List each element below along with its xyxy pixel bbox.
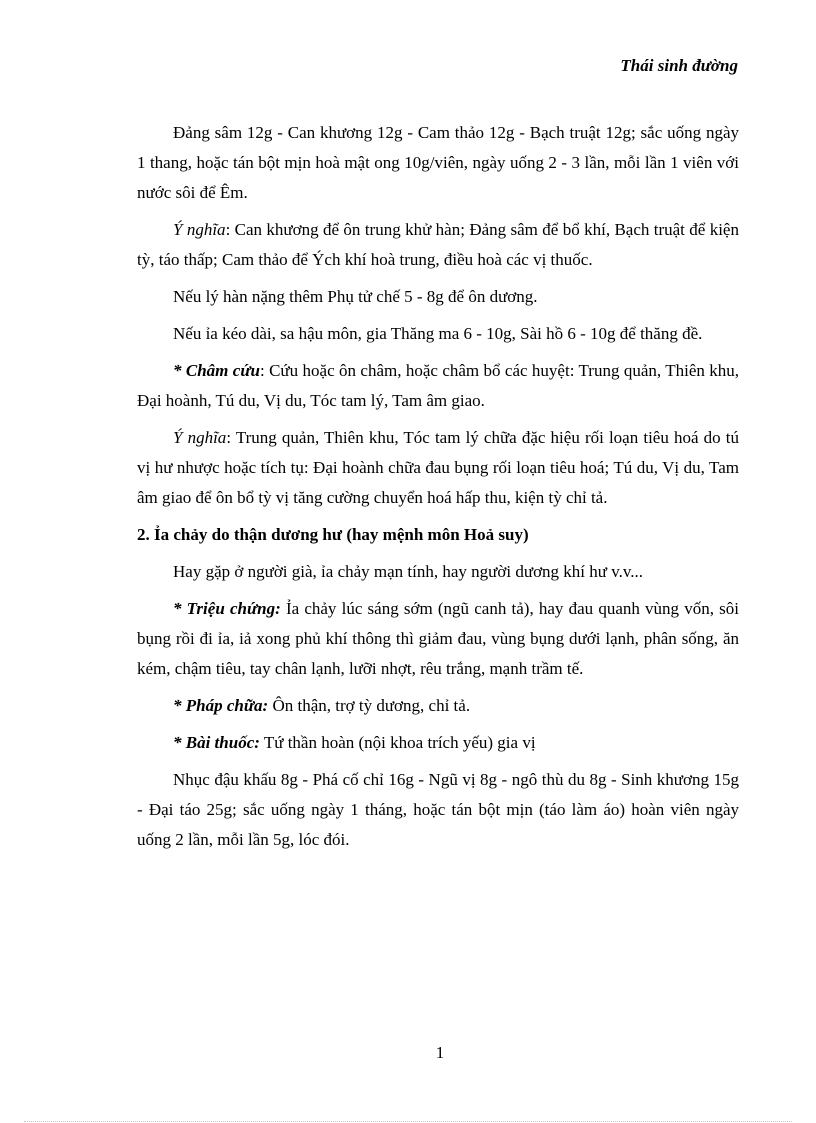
paragraph-text: Ỉa chảy lúc sáng sớm (ngũ canh tả), hay đau quanh vùng vốn, sôi bụng rồi đi ỉa, iả xong phủ khí thông thì giảm đau, vùng bụng dưới lạnh, phân sống, ăn kém, chậm tiêu, tay chân lạnh, lưỡi nhợt, rêu trắng, mạnh trầm tế.: [137, 599, 739, 678]
page-number: 1: [435, 1043, 445, 1062]
paragraph-formula-ingredients: [137, 118, 739, 208]
paragraph-remedy: [137, 728, 739, 758]
paragraph-text: Nếu ỉa kéo dài, sa hậu môn, gia Thăng ma 6 - 10g, Sài hồ 6 - 10g để thăng đề.: [173, 324, 703, 343]
paragraph-text: Ôn thận, trợ tỳ dương, chỉ tả.: [268, 696, 471, 715]
running-header: Thái sinh đường: [620, 56, 738, 75]
paragraph-text: Đảng sâm 12g - Can khương 12g - Cam thảo 12g - Bạch truật 12g; sắc uống ngày 1 thang, hoặc tán bột mịn hoà mật ong 10g/viên, ngày uống 2 - 3 lần, mỗi lần 1 viên với nước sôi để Êm.: [137, 123, 739, 202]
paragraph-text: : Can khương để ôn trung khử hàn; Đảng sâm để bổ khí, Bạch truật để kiện tỳ, táo thấp; Cam thảo để Ých khí hoà trung, điều hoà các vị thuốc.: [137, 220, 739, 269]
paragraph-remedy-ingredients: [137, 765, 739, 855]
section-heading: 2. Ỉa chảy do thận dương hư (hay mệnh môn Hoả suy): [137, 525, 529, 544]
paragraph-acupuncture-meaning: [137, 423, 739, 513]
paragraph-text: Nếu lý hàn nặng thêm Phụ tử chế 5 - 8g để ôn dương.: [173, 287, 538, 306]
paragraph-text: Tứ thần hoàn (nội khoa trích yếu) gia vị: [259, 733, 536, 752]
paragraph-lead-bold-italic: * Triệu chứng:: [173, 599, 281, 618]
page-bottom-divider: [24, 1121, 792, 1122]
paragraph-lead-italic: Ý nghĩa: [173, 220, 226, 239]
paragraph-cold-variation: [137, 282, 739, 312]
paragraph-lead-bold-italic: * Pháp chữa:: [173, 696, 269, 715]
paragraph-lead-italic: Ý nghĩa: [173, 428, 227, 447]
paragraph-text: : Trung quản, Thiên khu, Tóc tam lý chữa đặc hiệu rối loạn tiêu hoá do tú vị hư nhược hoặc tích tụ: Đại hoành chữa đau bụng rối loạn tiêu hoá; Tú du, Vị du, Tam âm giao để ôn bổ tỳ vị tăng cường chuyển hoá hấp thu, kiện tỳ chỉ tả.: [137, 428, 739, 507]
page-body: [137, 118, 739, 862]
paragraph-text: Hay gặp ở người già, ỉa chảy mạn tính, hay người dương khí hư v.v...: [173, 562, 644, 581]
paragraph-symptoms: [137, 594, 739, 684]
paragraph-lead-bold-italic: * Châm cứu: [173, 361, 260, 380]
paragraph-formula-meaning: [137, 215, 739, 275]
paragraph-text: : Cứu hoặc ôn châm, hoặc châm bổ các huyệt: Trung quản, Thiên khu, Đại hoành, Tú du, Vị du, Tóc tam lý, Tam âm giao.: [137, 361, 740, 410]
paragraph-section-intro: [137, 557, 739, 587]
paragraph-acupuncture: [137, 356, 739, 416]
paragraph-lead-bold-italic: * Bài thuốc:: [173, 733, 260, 752]
paragraph-prolonged-variation: [137, 319, 739, 349]
paragraph-text: Nhục đậu khấu 8g - Phá cố chỉ 16g - Ngũ vị 8g - ngô thù du 8g - Sinh khương 15g - Đại táo 25g; sắc uống ngày 1 tháng, hoặc tán bột mịn (táo làm áo) hoàn viên ngày uống 2 lần, mỗi lần 5g, lóc đói.: [137, 770, 739, 849]
paragraph-treatment-method: [137, 691, 739, 721]
